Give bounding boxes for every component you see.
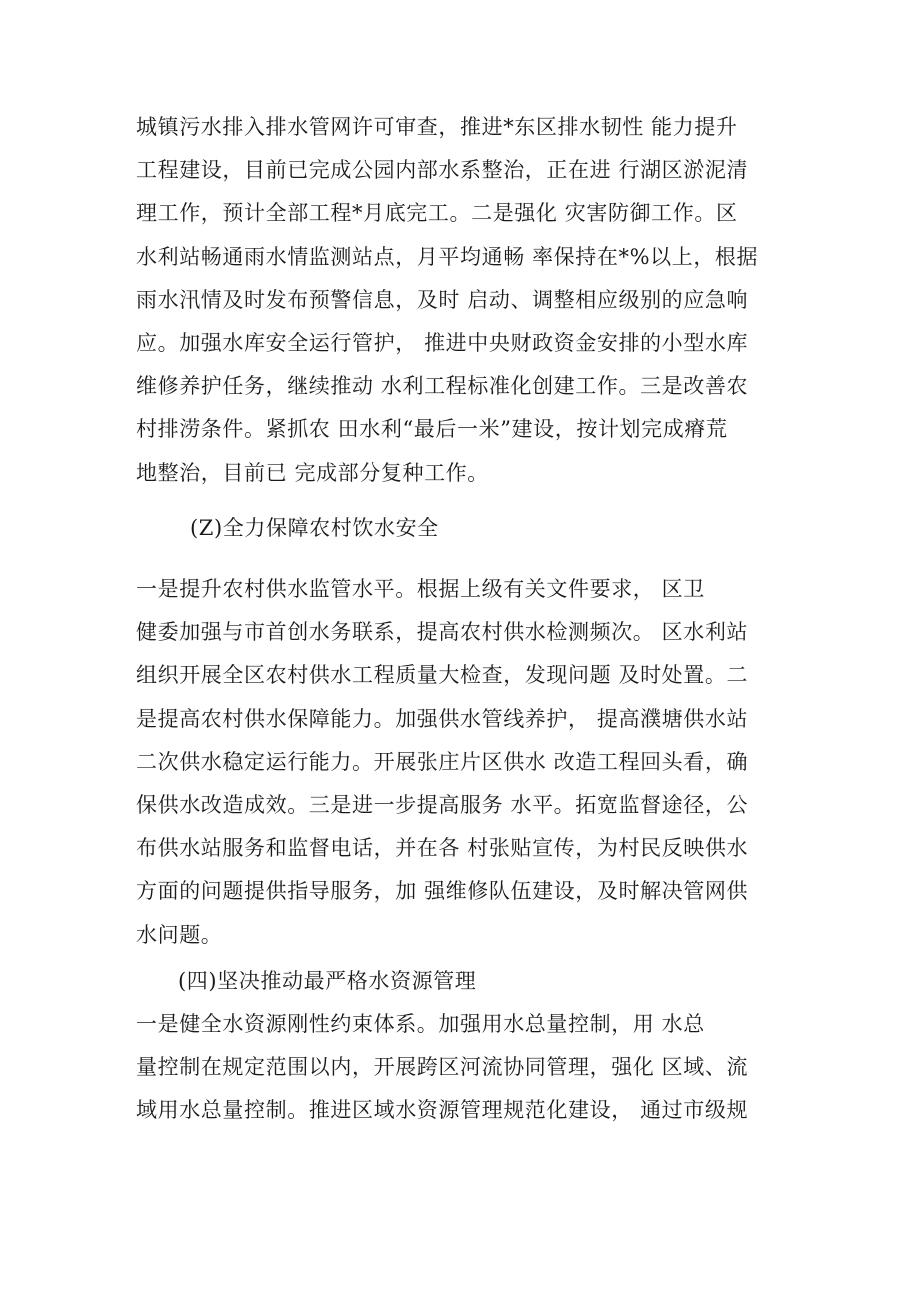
paragraph-line: 方面的问题提供指导服务，加 强维修队伍建设，及时解决管网供 [136,879,749,904]
paragraph-line: 量控制在规定范围以内，开展跨区河流协同管理，强化 区域、流 [136,1055,749,1080]
paragraph-line: 布供水站服务和监督电话，并在各 村张贴宣传，为村民反映供水 [136,836,749,861]
section-heading-water-resource-management: (四)坚决推动最严格水资源管理 [178,969,477,993]
paragraph-line: 工程建设，目前已完成公园内部水系整治，正在进 行湖区淤泥清 [136,158,749,183]
paragraph-line: 是提高农村供水保障能力。加强供水管线养护， 提高濮塘供水站 [136,706,749,731]
paragraph-line: 组织开展全区农村供水工程质量大检查，发现问题 及时处置。二 [136,663,749,688]
paragraph-line: 城镇污水排入排水管网许可审查，推进*东区排水韧性 能力提升 [136,115,738,139]
paragraph-line: 村排涝条件。紧抓农 田水利“最后一米”建设，按计划完成瘠荒 [136,417,728,442]
paragraph-line: 维修养护任务，继续推动 水利工程标准化创建工作。三是改善农 [136,374,749,399]
section-heading-rural-water-safety: (Z)全力保障农村饮水安全 [190,516,439,540]
paragraph-line: 水问题。 [136,922,223,947]
paragraph-line: 应。加强水库安全运行管护， 推进中央财政资金安排的小型水库 [136,330,749,355]
paragraph-line: 二次供水稳定运行能力。开展张庄片区供水 改造工程回头看，确 [136,749,749,774]
paragraph-line: 雨水汛情及时发布预警信息，及时 启动、调整相应级别的应急响 [136,287,749,312]
paragraph-line: 地整治，目前已 完成部分复种工作。 [136,460,489,485]
paragraph-line: 域用水总量控制。推进区域水资源管理规范化建设， 通过市级规 [136,1098,749,1123]
paragraph-line: 理工作，预计全部工程*月底完工。二是强化 灾害防御工作。区 [136,201,738,226]
paragraph-line: 一是提升农村供水监管水平。根据上级有关文件要求， 区卫 [136,577,705,601]
paragraph-rural-water-supply [136,568,796,957]
paragraph-line: 保供水改造成效。三是进一步提高服务 水平。拓宽监督途径，公 [136,792,749,817]
paragraph-line: 水利站畅通雨水情监测站点，月平均通畅 率保持在*%以上，根据 [136,244,759,269]
paragraph-water-resource-constraints [136,1003,796,1133]
paragraph-line: 一是健全水资源刚性约束体系。加强用水总量控制，用 水总 [136,1012,705,1036]
paragraph-drainage-and-flood [136,106,796,495]
paragraph-line: 健委加强与市首创水务联系，提高农村供水检测频次。 区水利站 [136,620,749,645]
